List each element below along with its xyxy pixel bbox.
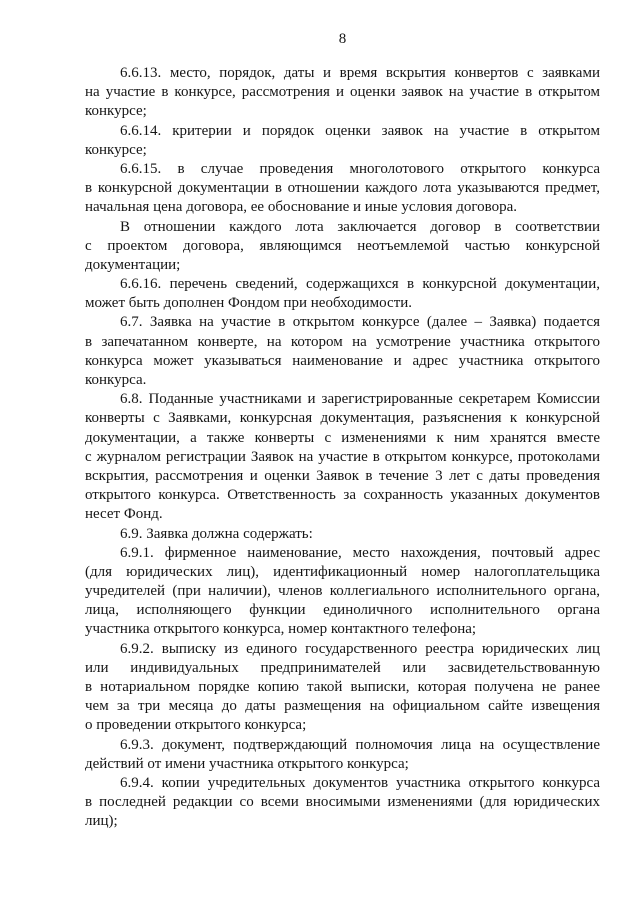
clause-6-6-15-lot-contract [85,218,600,276]
text-line: 6.7. Заявка на участие в открытом конкурсе (далее – Заявка) подается [120,314,600,331]
text-line: о проведении открытого конкурса; [85,717,307,734]
text-line: с журналом регистрации Заявок на участие в открытом конкурсе, протоколами [85,448,600,465]
text-line: учредителей (при наличии), членов коллегиального исполнительного органа, [85,583,600,600]
clause-6-9-4 [85,774,600,832]
text-line: действий от имени участника открытого конкурса; [85,755,409,772]
text-line: 6.9.3. документ, подтверждающий полномочия лица на осуществление [120,736,600,753]
text-line: 6.8. Поданные участниками и зарегистрированные секретарем Комиссии [120,391,600,408]
clause-6-9-2 [85,640,600,736]
text-line: 6.9.1. фирменное наименование, место нахождения, почтовый адрес [120,544,600,561]
text-line: начальная цена договора, ее обоснование и иные условия договора. [85,199,518,216]
document-body [85,64,600,832]
text-line: 6.6.14. критерии и порядок оценки заявок на участие в открытом [120,122,600,139]
clause-6-8 [85,390,600,524]
text-line: 6.6.13. место, порядок, даты и время вскрытия конвертов с заявками [120,65,600,81]
clause-6-6-16 [85,275,600,313]
text-line: может быть дополнен Фондом при необходимости. [85,295,413,312]
text-line: 6.9. Заявка должна содержать: [120,525,313,542]
page-number: 8 [338,31,347,47]
text-line: в последней редакции со всеми вносимыми изменениями (для юридических [85,794,600,811]
text-line: 6.6.15. в случае проведения многолотового открытого конкурса [120,160,600,177]
text-line: (для юридических лиц), идентификационный номер налогоплательщика [85,563,600,580]
clause-6-6-14 [85,122,600,160]
clause-6-6-13 [85,64,600,122]
text-line: лиц); [85,813,118,830]
text-line: с проектом договора, являющимся неотъемлемой частью конкурсной [85,237,600,254]
text-line: документации; [85,256,181,273]
text-line: открытого конкурса. Ответственность за сохранность указанных документов [85,487,600,504]
text-line: в конкурсной документации в отношении каждого лота указываются предмет, [85,180,600,197]
text-line: или индивидуальных предпринимателей или засвидетельствованную [85,659,600,676]
clause-6-7 [85,313,600,390]
text-line: вскрытия, рассмотрения и оценки Заявок в течение 3 лет с даты проведения [85,467,600,484]
text-line: участника открытого конкурса, номер контактного телефона; [85,621,477,638]
text-line: конкурсе; [85,141,147,158]
clause-6-6-15 [85,160,600,218]
text-line: конкурсе; [85,103,147,120]
clause-6-9-1 [85,544,600,640]
clause-6-9-3 [85,736,600,774]
text-line: конкурса. [85,372,147,388]
text-line: 6.6.16. перечень сведений, содержащихся в конкурсной документации, [120,276,600,293]
text-line: конкурса может указываться наименование и адрес участника открытого [85,352,600,369]
text-line: в запечатанном конверте, на котором на усмотрение участника открытого [85,333,600,350]
clause-6-9 [85,525,600,544]
text-line: 6.9.4. копии учредительных документов участника открытого конкурса [120,774,600,791]
text-line: на участие в конкурсе, рассмотрения и оценки заявок на участие в открытом [85,84,600,101]
text-line: лица, исполняющего функции единоличного исполнительного органа [85,602,600,619]
text-line: 6.9.2. выписку из единого государственного реестра юридических лиц [120,640,600,657]
text-line: чем за три месяца до даты размещения на официальном сайте извещения [85,698,600,715]
text-line: документации, а также конверты с изменениями к ним хранятся вместе [85,429,600,446]
text-line: конверты с Заявками, конкурсная документация, разъяснения к конкурсной [85,410,600,427]
text-line: в нотариальном порядке копию такой выписки, которая получена не ранее [85,679,600,695]
text-line: В отношении каждого лота заключается договор в соответствии [120,218,600,235]
text-line: несет Фонд. [85,506,163,523]
